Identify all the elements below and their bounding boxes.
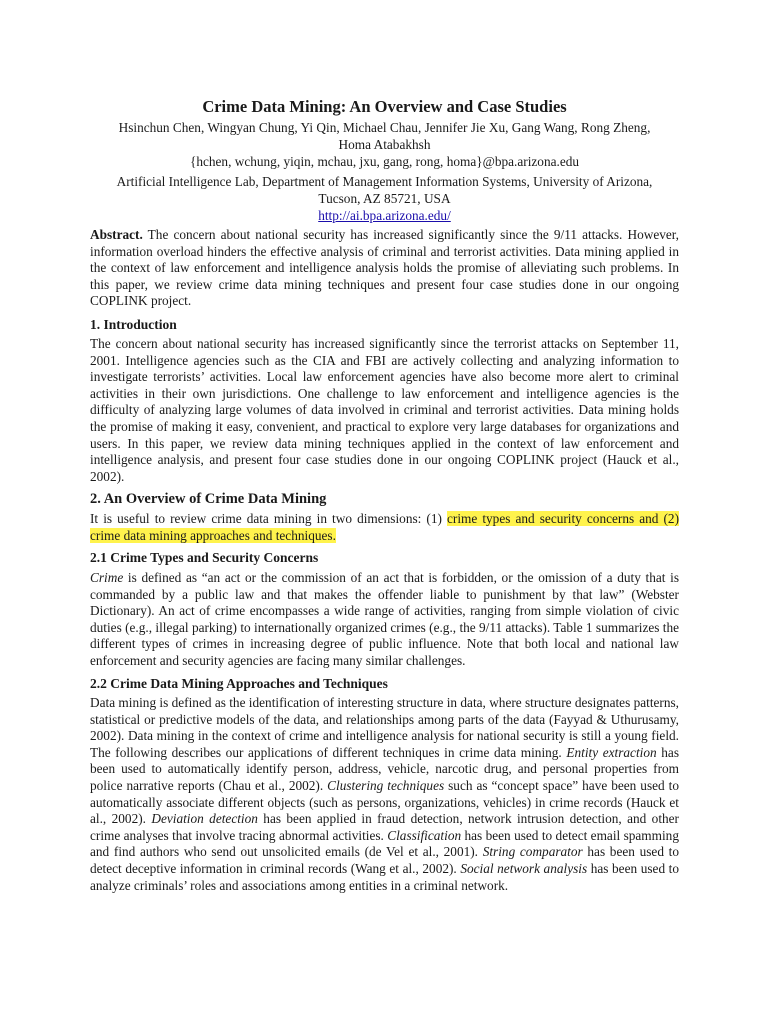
approaches-paragraph	[90, 695, 679, 894]
author-line: Hsinchun Chen, Wingyan Chung, Yi Qin, Michael Chau, Jennifer Jie Xu, Gang Wang, Rong Zheng,	[118, 120, 651, 135]
approaches-text: such as “concept space” have been used to automatically associate different objects (such as persons, organizations, vehicles) in crime records (Hauck et al., 2002).	[90, 777, 679, 827]
term-entity-extraction: Entity extraction	[566, 744, 657, 760]
term-string-comparator: String comparator	[482, 844, 583, 860]
lab-url-link[interactable]: http://ai.bpa.arizona.edu/	[318, 208, 451, 223]
term-crime: Crime	[90, 570, 124, 585]
abstract-paragraph	[90, 227, 679, 310]
approaches-text: has been used to detect deceptive information in criminal records (Wang et al., 2002).	[90, 844, 680, 876]
affiliation	[90, 174, 679, 207]
section-heading-crime-types: 2.1 Crime Types and Security Concerns	[90, 550, 319, 565]
abstract-text: The concern about national security has increased significantly since the 9/11 attacks. However, information overload hinders the effective analysis of criminal and terrorist activities. Data mining applied in the context of law enforcement and intelligence analysis holds the promise of alleviating such problems. In this paper, we review crime data mining techniques and present four case studies done in our ongoing COPLINK project.	[90, 227, 679, 309]
term-social-network: Social network analysis	[460, 860, 588, 876]
term-deviation-detection: Deviation detection	[151, 811, 258, 827]
author-line: Homa Atabakhsh	[338, 136, 431, 152]
lab-url	[90, 208, 679, 225]
section-heading-approaches: 2.2 Crime Data Mining Approaches and Techniques	[90, 676, 388, 691]
abstract-label: Abstract.	[90, 227, 143, 242]
section-heading-overview: 2. An Overview of Crime Data Mining	[90, 491, 327, 507]
term-classification: Classification	[387, 827, 462, 843]
paper-title: Crime Data Mining: An Overview and Case Studies	[202, 97, 567, 116]
approaches-text: has been used to detect email spamming and find authors who send out unsolicited emails (de Vel et al., 2001).	[90, 827, 679, 860]
author-list	[90, 120, 679, 153]
approaches-text: Data mining is defined as the identification of interesting structure in data, where structure designates patterns, statistical or predictive models of the data, and relationships among parts of the data (Fayyad & Uthurusamy, 2002). Data mining in the context of crime and intelligence analysis for national security is still a young field. The following describes our applications of different techniques in crime data mining.	[90, 695, 679, 760]
affiliation-line: Tucson, AZ 85721, USA	[318, 190, 451, 206]
term-clustering: Clustering techniques	[327, 777, 445, 793]
approaches-text: has been used to analyze criminals’ roles and associations among entities in a criminal network.	[90, 860, 680, 893]
overview-text: It is useful to review crime data mining in two dimensions: (1)	[90, 511, 447, 526]
crime-types-paragraph	[90, 570, 679, 670]
section-heading-introduction: 1. Introduction	[90, 317, 177, 332]
crime-types-text: is defined as “an act or the commission of an act that is forbidden, or the omission of a duty that is commanded by a public law and that makes the offender liable to punishment by that law” (Webster Dictionary). An act of crime encompasses a wide range of activities, ranging from simple violation of civic duties (e.g., illegal parking) to internationally organized crimes (e.g., the 9/11 attacks). Table 1 summarizes the different types of crimes in increasing degree of public influence. Note that both local and national law enforcement and security agencies are facing many similar challenges.	[90, 570, 679, 668]
author-emails: {hchen, wchung, yiqin, mchau, jxu, gang, rong, homa}@bpa.arizona.edu	[189, 154, 580, 169]
overview-paragraph	[90, 511, 679, 544]
affiliation-line: Artificial Intelligence Lab, Department of Management Information Systems, University of Arizona,	[116, 174, 653, 189]
introduction-paragraph: The concern about national security has increased significantly since the terrorist attacks on September 11, 2001. Intelligence agencies such as the CIA and FBI are actively collecting and analyzing information to investigate terrorists’ activities. Local law enforcement agencies have also become more alert to criminal activities in their own jurisdictions. One challenge to law enforcement and intelligence agencies is the difficulty of analyzing large volumes of data involved in criminal and terrorist activities. Data mining holds the promise of making it easy, convenient, and practical to explore very large databases for organizations and users. In this paper, we review data mining techniques applied in the context of law enforcement and intelligence analysis, and present four case studies done in our ongoing COPLINK project (Hauck et al., 2002).	[90, 336, 679, 484]
approaches-text: has been used to automatically identify person, address, vehicle, narcotic drug, and personal properties from police narrative reports (Chau et al., 2002).	[90, 744, 679, 793]
highlighted-text: crime types and security concerns and (2) crime data mining approaches and techniques.	[90, 511, 679, 543]
approaches-text: has been applied in fraud detection, network intrusion detection, and other crime analyses that involve tracing abnormal activities.	[90, 811, 679, 843]
